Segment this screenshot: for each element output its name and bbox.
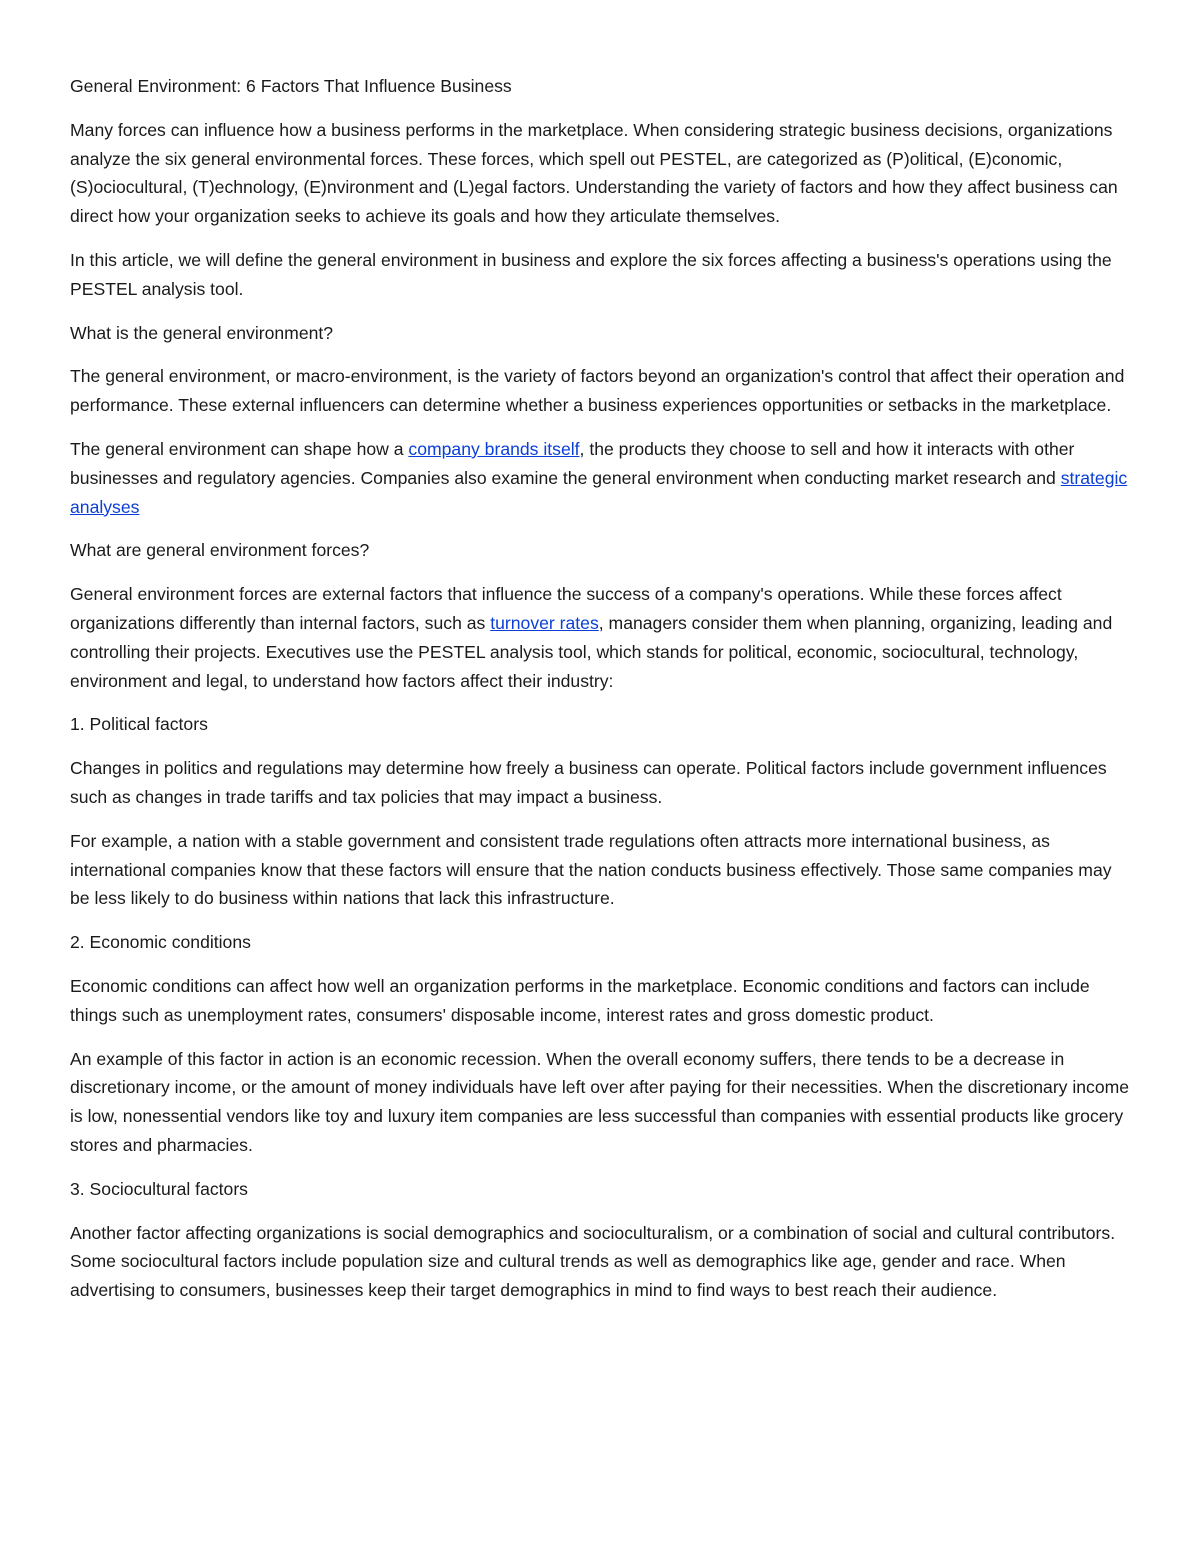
text-segment: , managers consider them when planning, organizing, leading and controlling their projects. Executives use the PESTEL analysis tool, which stands for political, economic, sociocultural, technology, environment and legal, to understand how factors affect their industry: [70, 612, 1113, 691]
section-heading-what-is: What is the general environment? [70, 322, 334, 343]
economic-paragraph-1: Economic conditions can affect how well an organization performs in the marketplace. Economic conditions and factors can include things such as unemployment rates, consumers' disposable income, interest rates and gross domestic product. [70, 975, 1090, 1025]
forces-paragraph [70, 580, 1135, 695]
political-paragraph-1: Changes in politics and regulations may determine how freely a business can operate. Political factors include government influences such as changes in trade tariffs and tax policies that may impact a business. [70, 758, 1107, 807]
section-heading-political: 1. Political factors [70, 714, 208, 735]
text-segment: , the products they choose to sell and how it interacts with other businesses and regulatory agencies. Companies also examine the general environment when conducting market research and [70, 438, 1075, 488]
economic-paragraph-2: An example of this factor in action is an economic recession. When the overall economy suffers, there tends to be a decrease in discretionary income, or the amount of money individuals have left over after paying for their necessities. When the discretionary income is low, nonessential vendors like toy and luxury item companies are less successful than companies with essential products like grocery stores and pharmacies. [70, 1048, 1130, 1155]
text-segment: General environment forces are external factors that influence the success of a company's operations. While these forces affect organizations differently than internal factors, such as [70, 584, 1062, 633]
article-overview-paragraph: In this article, we will define the general environment in business and explore the six forces affecting a business's operations using the PESTEL analysis tool. [70, 249, 1112, 299]
what-is-paragraph-1: The general environment, or macro-environment, is the variety of factors beyond an organization's control that affect their operation and performance. These external influencers can determine whether a business experiences opportunities or setbacks in the marketplace. [70, 366, 1125, 416]
political-paragraph-2: For example, a nation with a stable government and consistent trade regulations often attracts more international business, as international companies know that these factors will ensure that the nation conducts business effectively. Those same companies may be less likely to do business within nations that lack this infrastructure. [70, 830, 1112, 909]
section-heading-sociocultural: 3. Sociocultural factors [70, 1178, 248, 1199]
what-is-paragraph-2 [70, 435, 1135, 521]
strategic-analyses-link[interactable]: strategic analyses [70, 467, 1128, 517]
document-title: General Environment: 6 Factors That Influence Business [70, 76, 512, 96]
company-brands-itself-link[interactable]: company brands itself [408, 438, 580, 459]
section-heading-forces: What are general environment forces? [70, 540, 370, 561]
text-segment: The general environment can shape how a [70, 438, 409, 459]
sociocultural-paragraph-1: Another factor affecting organizations is social demographics and socioculturalism, or a combination of social and cultural contributors. Some sociocultural factors include population size and cultural trends as well as demographics like age, gender and race. When advertising to consumers, businesses keep their target demographics in mind to find ways to best reach their audience. [70, 1222, 1116, 1301]
intro-paragraph: Many forces can influence how a business performs in the marketplace. When considering strategic business decisions, organizations analyze the six general environmental forces. These forces, which spell out PESTEL, are categorized as (P)olitical, (E)conomic, (S)ociocultural, (T)echnology, (E)nvironment and (L)egal factors. Understanding the variety of factors and how they affect business can direct how your organization seeks to achieve its goals and how they articulate themselves. [70, 119, 1118, 227]
section-heading-economic: 2. Economic conditions [70, 932, 251, 953]
turnover-rates-link[interactable]: turnover rates [490, 612, 599, 633]
document-page [70, 72, 1135, 1320]
